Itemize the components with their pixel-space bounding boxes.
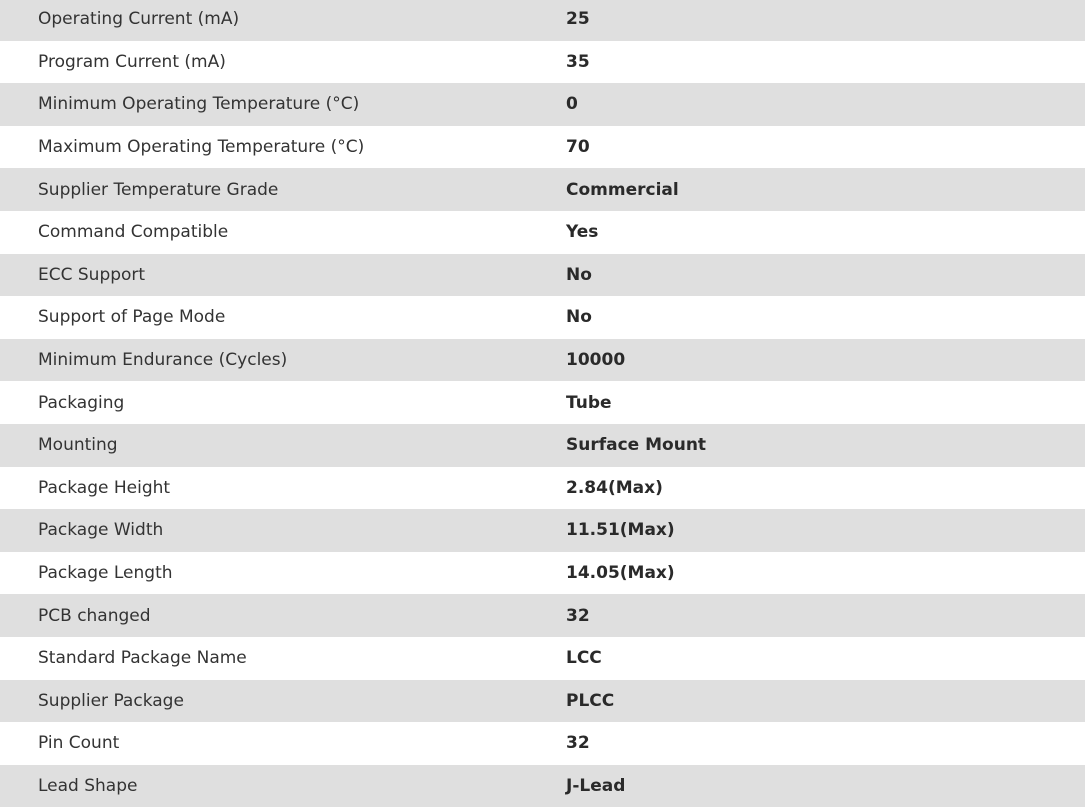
spec-label: Supplier Temperature Grade: [38, 179, 279, 200]
spec-label: Minimum Operating Temperature (°C): [38, 94, 360, 115]
spec-row-min-endurance: [0, 339, 1085, 382]
spec-value: No: [566, 264, 592, 285]
spec-label: ECC Support: [38, 264, 146, 285]
spec-value: J-Lead: [566, 775, 626, 796]
spec-label: Standard Package Name: [38, 648, 247, 669]
spec-label: Package Height: [38, 477, 171, 498]
spec-label: Command Compatible: [38, 222, 229, 243]
spec-row-max-operating-temperature: [0, 126, 1085, 169]
spec-row-supplier-package: [0, 680, 1085, 723]
spec-value: No: [566, 307, 592, 328]
spec-label: Support of Page Mode: [38, 307, 226, 328]
spec-value: 32: [566, 733, 590, 754]
spec-label: Operating Current (mA): [38, 9, 240, 30]
spec-label: Packaging: [38, 392, 125, 413]
spec-value: LCC: [566, 648, 602, 669]
spec-label: Minimum Endurance (Cycles): [38, 350, 288, 371]
spec-label: Maximum Operating Temperature (°C): [38, 137, 365, 158]
spec-value: 14.05(Max): [566, 563, 675, 584]
spec-label: Lead Shape: [38, 775, 138, 796]
spec-value: 0: [566, 94, 578, 115]
spec-value: Commercial: [566, 179, 679, 200]
spec-label: PCB changed: [38, 605, 151, 626]
spec-row-pcb-changed: [0, 594, 1085, 637]
spec-value: Yes: [566, 222, 599, 243]
spec-row-ecc-support: [0, 254, 1085, 297]
spec-value: 70: [566, 137, 590, 158]
spec-label: Package Length: [38, 563, 173, 584]
spec-label: Program Current (mA): [38, 51, 226, 72]
spec-row-package-height: [0, 467, 1085, 510]
spec-value: 32: [566, 605, 590, 626]
spec-row-lead-shape: [0, 765, 1085, 807]
spec-row-packaging: [0, 381, 1085, 424]
spec-row-operating-current: [0, 0, 1085, 41]
spec-row-standard-package-name: [0, 637, 1085, 680]
spec-label: Package Width: [38, 520, 164, 541]
spec-row-pin-count: [0, 722, 1085, 765]
spec-value: PLCC: [566, 690, 615, 711]
spec-row-package-width: [0, 509, 1085, 552]
spec-label: Supplier Package: [38, 690, 184, 711]
spec-label: Mounting: [38, 435, 118, 456]
spec-value: Surface Mount: [566, 435, 707, 456]
spec-row-min-operating-temperature: [0, 83, 1085, 126]
spec-row-program-current: [0, 41, 1085, 84]
spec-value: Tube: [566, 392, 612, 413]
spec-value: 10000: [566, 350, 626, 371]
spec-row-supplier-temperature-grade: [0, 168, 1085, 211]
spec-row-command-compatible: [0, 211, 1085, 254]
spec-value: 11.51(Max): [566, 520, 675, 541]
spec-row-package-length: [0, 552, 1085, 595]
spec-value: 25: [566, 9, 590, 30]
spec-value: 35: [566, 51, 590, 72]
spec-row-mounting: [0, 424, 1085, 467]
spec-row-page-mode-support: [0, 296, 1085, 339]
spec-value: 2.84(Max): [566, 477, 663, 498]
spec-label: Pin Count: [38, 733, 120, 754]
